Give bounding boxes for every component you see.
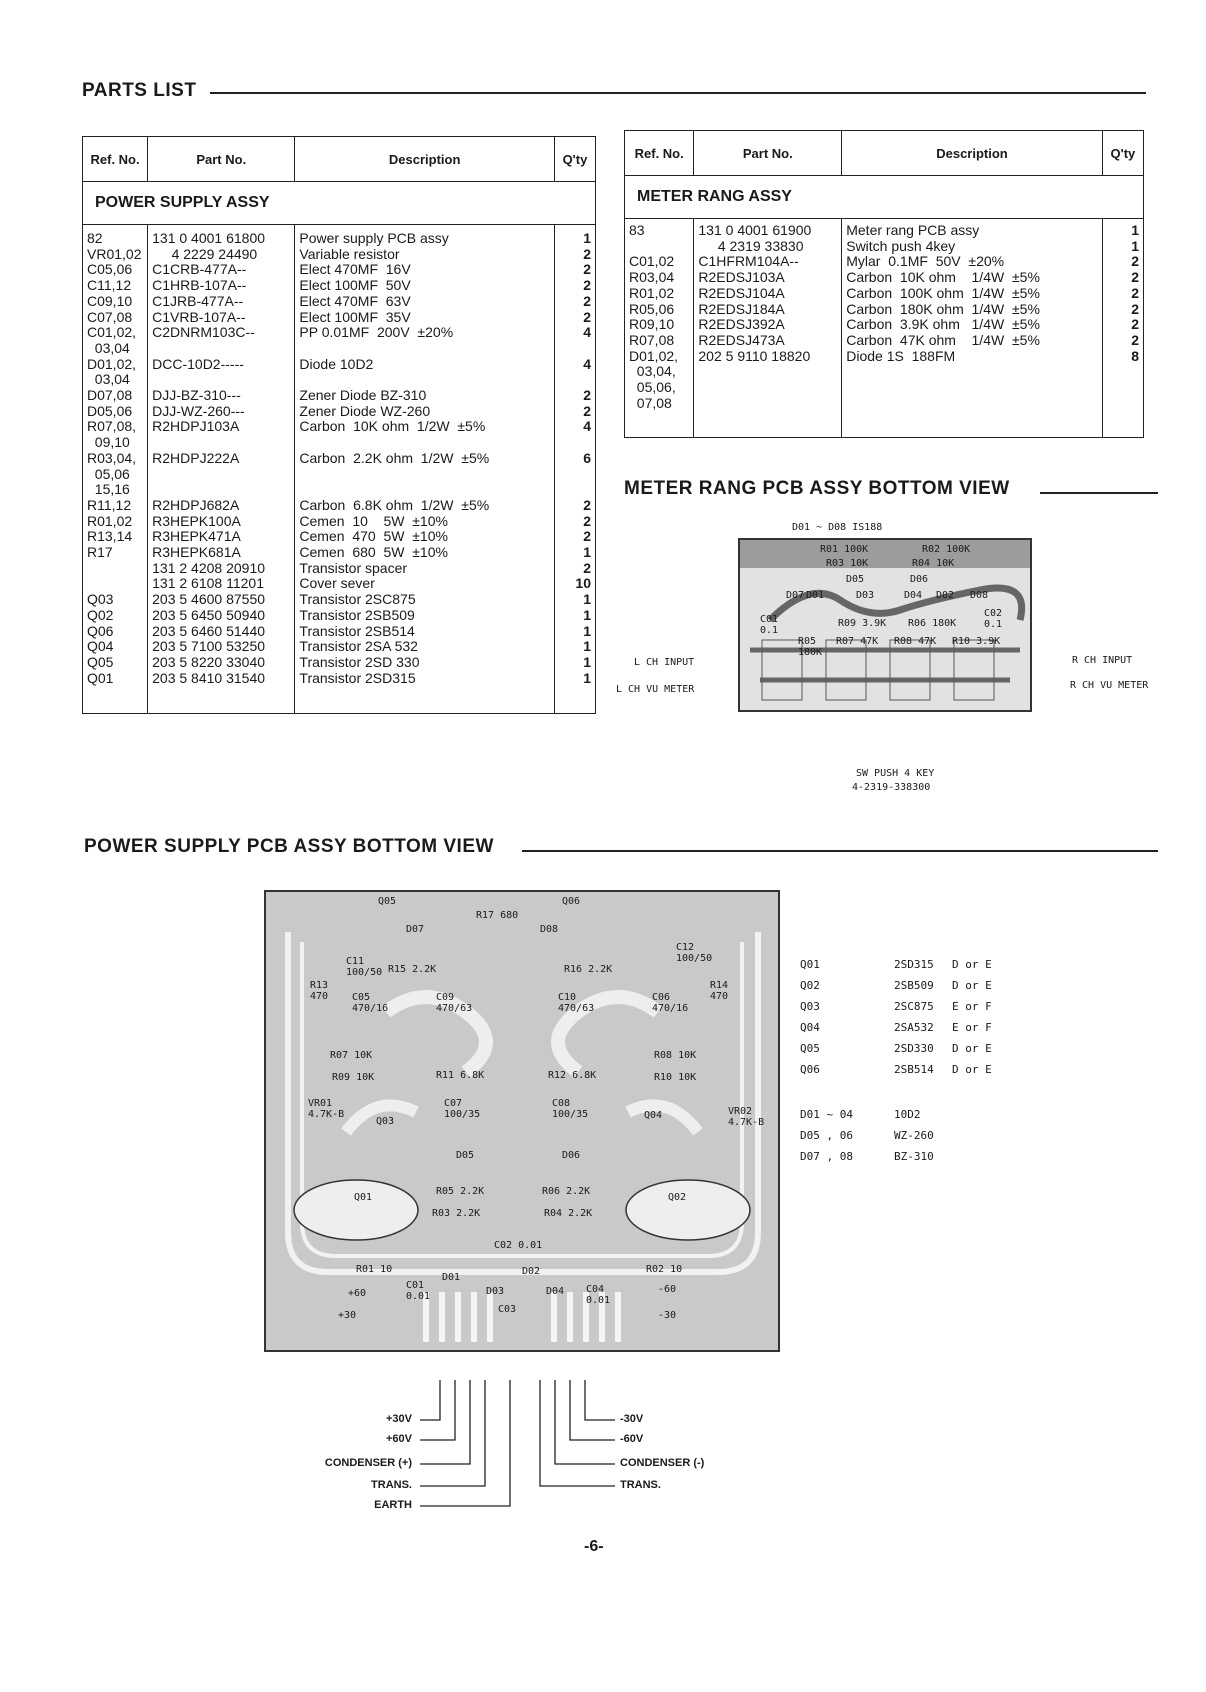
pin-plus60v: +60V [386, 1433, 412, 1445]
d03-label: D03 [486, 1286, 505, 1297]
col-ref-header: Ref. No. [625, 131, 694, 176]
r09-label: R09 3.9K [838, 618, 887, 629]
c05-label: C05 470/16 [352, 992, 389, 1014]
diode-name: D01 ~ 04 [800, 1108, 853, 1121]
meter-view-rule [1040, 492, 1158, 494]
c10-label: C10 470/63 [558, 992, 595, 1014]
d01-label: D01 [806, 590, 825, 601]
pin-earth: EARTH [374, 1499, 412, 1511]
c02-label: C02 0.1 [984, 608, 1003, 630]
qty-column: 1 1 2 2 2 2 2 2 8 [1131, 222, 1139, 364]
d05-label: D05 [456, 1150, 475, 1161]
ref-column: 83 C01,02 R03,04 R01,02 R05,06 R09,10 R07,08 D01,02, 03,04, 05,06, 07,08 [629, 222, 679, 411]
tr-name: Q06 [800, 1063, 820, 1076]
title-rule [210, 92, 1146, 94]
connector-leads [380, 1380, 710, 1520]
page-title: PARTS LIST [82, 80, 197, 101]
minus60-label: -60 [658, 1284, 677, 1295]
r05-label: R05 2.2K [436, 1186, 485, 1197]
desc-column: Meter rang PCB assy Switch push 4key Mylar 0.1MF 50V ±20% Carbon 10K ohm 1/4W ±5% Carbon 100K ohm 1/4W ±5% Carbon 180K ohm 1/4W ±5% Carbon 3.9K ohm 1/4W ±5% Carbon 47K ohm 1/4W ±5% Diode 1S 188FM [846, 222, 1040, 364]
r06-label: R06 2.2K [542, 1186, 591, 1197]
d06-label: D06 [910, 574, 929, 585]
r01-label: R01 10 [356, 1264, 393, 1275]
minus30-label: -30 [658, 1310, 677, 1321]
sw-part-label: 4-2319-338300 [852, 782, 931, 793]
d02-label: D02 [522, 1266, 541, 1277]
diode-types [894, 1104, 934, 1167]
col-part-header: Part No. [694, 131, 842, 176]
c06-label: C06 470/16 [652, 992, 689, 1014]
d08-label: D08 [540, 924, 559, 935]
r07-label: R07 10K [330, 1050, 373, 1061]
ref-column: 82 VR01,02 C05,06 C11,12 C09,10 C07,08 C01,02, 03,04 D01,02, 03,04 D07,08 D05,06 R07,08, 09,10 R03,04, 05,06 15,16 R11,12 R01,02 R13,14 R17 Q03 Q02 Q06 Q04 Q05 Q01 [87, 230, 142, 686]
tr-rank: D or E [952, 1063, 992, 1076]
diode-name: D05 , 06 [800, 1129, 853, 1142]
r-ch-input-label: R CH INPUT [1072, 655, 1133, 666]
q03-label: Q03 [376, 1116, 395, 1127]
plus30-label: +30 [338, 1310, 357, 1321]
d08-label: D08 [970, 590, 989, 601]
vr01-label: VR01 4.7K-B [308, 1098, 345, 1120]
sw-push-label: SW PUSH 4 KEY [856, 768, 935, 779]
power-view-rule [522, 850, 1158, 852]
col-qty-header: Q'ty [1102, 131, 1143, 176]
r07-label: R07 47K [836, 636, 879, 647]
plus60-label: +60 [348, 1288, 367, 1299]
page-number: -6- [584, 1538, 604, 1555]
r15-label: R15 2.2K [388, 964, 437, 975]
d06-label: D06 [562, 1150, 581, 1161]
diode-type: BZ-310 [894, 1150, 934, 1163]
q04-label: Q04 [644, 1110, 663, 1121]
qty-column: 1 2 2 2 2 2 4 4 2 2 4 6 2 2 2 1 2 10 1 1 1 1 1 1 [575, 230, 591, 686]
pin-trans-right: TRANS. [620, 1479, 661, 1491]
r04-label: R04 10K [912, 558, 955, 569]
c02-label: C02 0.01 [494, 1240, 543, 1251]
tr-rank: E or F [952, 1000, 992, 1013]
r08-label: R08 47K [894, 636, 937, 647]
c09-label: C09 470/63 [436, 992, 473, 1014]
r16-label: R16 2.2K [564, 964, 613, 975]
d05-label: D05 [846, 574, 865, 585]
pin-plus30v: +30V [386, 1413, 412, 1425]
c11-label: C11 100/50 [346, 956, 383, 978]
transistor-types [894, 954, 934, 1080]
r13-label: R13 470 [310, 980, 329, 1002]
desc-column: Power supply PCB assy Variable resistor Elect 470MF 16V Elect 100MF 50V Elect 470MF 63V Elect 100MF 35V PP 0.01MF 200V ±20% Diode 10D2 Zener Diode BZ-310 Zener Diode WZ-260 Carbon 10K ohm 1/2W ±5% Carbon 2.2K ohm 1/2W ±5% Carbon 6.8K ohm 1/2W ±5% Cemen 10 5W ±10% Cemen 470 5W ±10% Cemen 680 5W ±10% Transistor spacer Cover sever Transistor 2SC875 Transistor 2SB509 Transistor 2SB514 Transistor 2SA 532 Transistor 2SD 330 Transistor 2SD315 [299, 230, 490, 686]
transistor-ranks [952, 954, 992, 1080]
r12-label: R12 6.8K [548, 1070, 597, 1081]
diode-type: WZ-260 [894, 1129, 934, 1142]
r03-label: R03 10K [826, 558, 869, 569]
r06-label: R06 180K [908, 618, 957, 629]
d04-label: D04 [546, 1286, 565, 1297]
meter-pcb-board [738, 538, 1032, 712]
col-qty-header: Q'ty [554, 137, 595, 182]
pin-condenser-plus: CONDENSER (+) [324, 1457, 412, 1469]
c07-label: C07 100/35 [444, 1098, 481, 1120]
tr-type: 2SC875 [894, 1000, 934, 1013]
pin-trans-left: TRANS. [371, 1479, 412, 1491]
r04-label: R04 2.2K [544, 1208, 593, 1219]
pin-minus60v: -60V [620, 1433, 644, 1445]
d04-label: D04 [904, 590, 923, 601]
r17-label: R17 680 [476, 910, 519, 921]
q05-label: Q05 [378, 896, 397, 907]
q01-label: Q01 [354, 1192, 373, 1203]
pin-minus30v: -30V [620, 1413, 644, 1425]
r-ch-vu-meter-label: R CH VU METER [1070, 680, 1149, 691]
tr-type: 2SB514 [894, 1063, 934, 1076]
tr-name: Q02 [800, 979, 820, 992]
c12-label: C12 100/50 [676, 942, 713, 964]
power-pcb-board [264, 890, 780, 1352]
r09-label: R09 10K [332, 1072, 375, 1083]
tr-rank: E or F [952, 1021, 992, 1034]
r10-label: R10 10K [654, 1072, 697, 1083]
d03-label: D03 [856, 590, 875, 601]
r01-label: R01 100K [820, 544, 869, 555]
diode-range-label: D01 ~ D08 IS188 [792, 522, 883, 533]
section-title: METER RANG ASSY [625, 176, 1144, 219]
tr-rank: D or E [952, 1042, 992, 1055]
r11-label: R11 6.8K [436, 1070, 485, 1081]
meter-view-title: METER RANG PCB ASSY BOTTOM VIEW [624, 478, 1010, 499]
tr-type: 2SB509 [894, 979, 934, 992]
tr-type: 2SA532 [894, 1021, 934, 1034]
c01-label: C01 0.1 [760, 614, 779, 636]
col-desc-header: Description [295, 137, 555, 182]
power-view-title: POWER SUPPLY PCB ASSY BOTTOM VIEW [84, 836, 494, 857]
d02-label: D02 [936, 590, 955, 601]
diode-names [800, 1104, 853, 1167]
d07-label: D07 [786, 590, 805, 601]
power-supply-parts-table [82, 136, 596, 714]
part-column: 131 0 4001 61800 4 2229 24490 C1CRB-477A-- C1HRB-107A-- C1JRB-477A-- C1VRB-107A-- C2DNRM103C-- DCC-10D2----- DJJ-BZ-310--- DJJ-WZ-260--- R2HDPJ103A R2HDPJ222A R2HDPJ682A R3HEPK100A R3HEPK471A R3HEPK681A 131 2 4208 20910 131 2 6108 11201 203 5 4600 87550 203 5 6450 50940 203 5 6460 51440 203 5 7100 53250 203 5 8220 33040 203 5 8410 31540 [152, 230, 266, 686]
col-desc-header: Description [842, 131, 1103, 176]
part-column: 131 0 4001 61900 4 2319 33830 C1HFRM104A-- R2EDSJ103A R2EDSJ104A R2EDSJ184A R2EDSJ392A R2EDSJ473A 202 5 9110 18820 [698, 222, 812, 364]
r08-label: R08 10K [654, 1050, 697, 1061]
tr-name: Q01 [800, 958, 820, 971]
r02-label: R02 10 [646, 1264, 683, 1275]
r14-label: R14 470 [710, 980, 729, 1002]
vr02-label: VR02 4.7K-B [728, 1106, 765, 1128]
c08-label: C08 100/35 [552, 1098, 589, 1120]
q02-label: Q02 [668, 1192, 687, 1203]
tr-rank: D or E [952, 958, 992, 971]
diode-name: D07 , 08 [800, 1150, 853, 1163]
r03-label: R03 2.2K [432, 1208, 481, 1219]
pin-condenser-minus: CONDENSER (-) [620, 1457, 705, 1469]
d07-label: D07 [406, 924, 425, 935]
diode-type: 10D2 [894, 1108, 921, 1121]
c04-label: C04 0.01 [586, 1284, 611, 1306]
r10-label: R10 3.9K [952, 636, 1001, 647]
transistor-names [800, 954, 820, 1080]
tr-name: Q05 [800, 1042, 820, 1055]
tr-type: 2SD315 [894, 958, 934, 971]
meter-rang-parts-table [624, 130, 1144, 438]
d01-label: D01 [442, 1272, 461, 1283]
tr-name: Q03 [800, 1000, 820, 1013]
r05-label: R05 180K [798, 636, 823, 658]
col-part-header: Part No. [148, 137, 295, 182]
col-ref-header: Ref. No. [83, 137, 148, 182]
c03-label: C03 [498, 1304, 517, 1315]
tr-rank: D or E [952, 979, 992, 992]
l-ch-vu-meter-label: L CH VU METER [616, 684, 695, 695]
l-ch-input-label: L CH INPUT [634, 657, 695, 668]
tr-name: Q04 [800, 1021, 820, 1034]
q06-label: Q06 [562, 896, 581, 907]
section-title: POWER SUPPLY ASSY [83, 182, 596, 225]
c01-label: C01 0.01 [406, 1280, 431, 1302]
r02-label: R02 100K [922, 544, 971, 555]
tr-type: 2SD330 [894, 1042, 934, 1055]
